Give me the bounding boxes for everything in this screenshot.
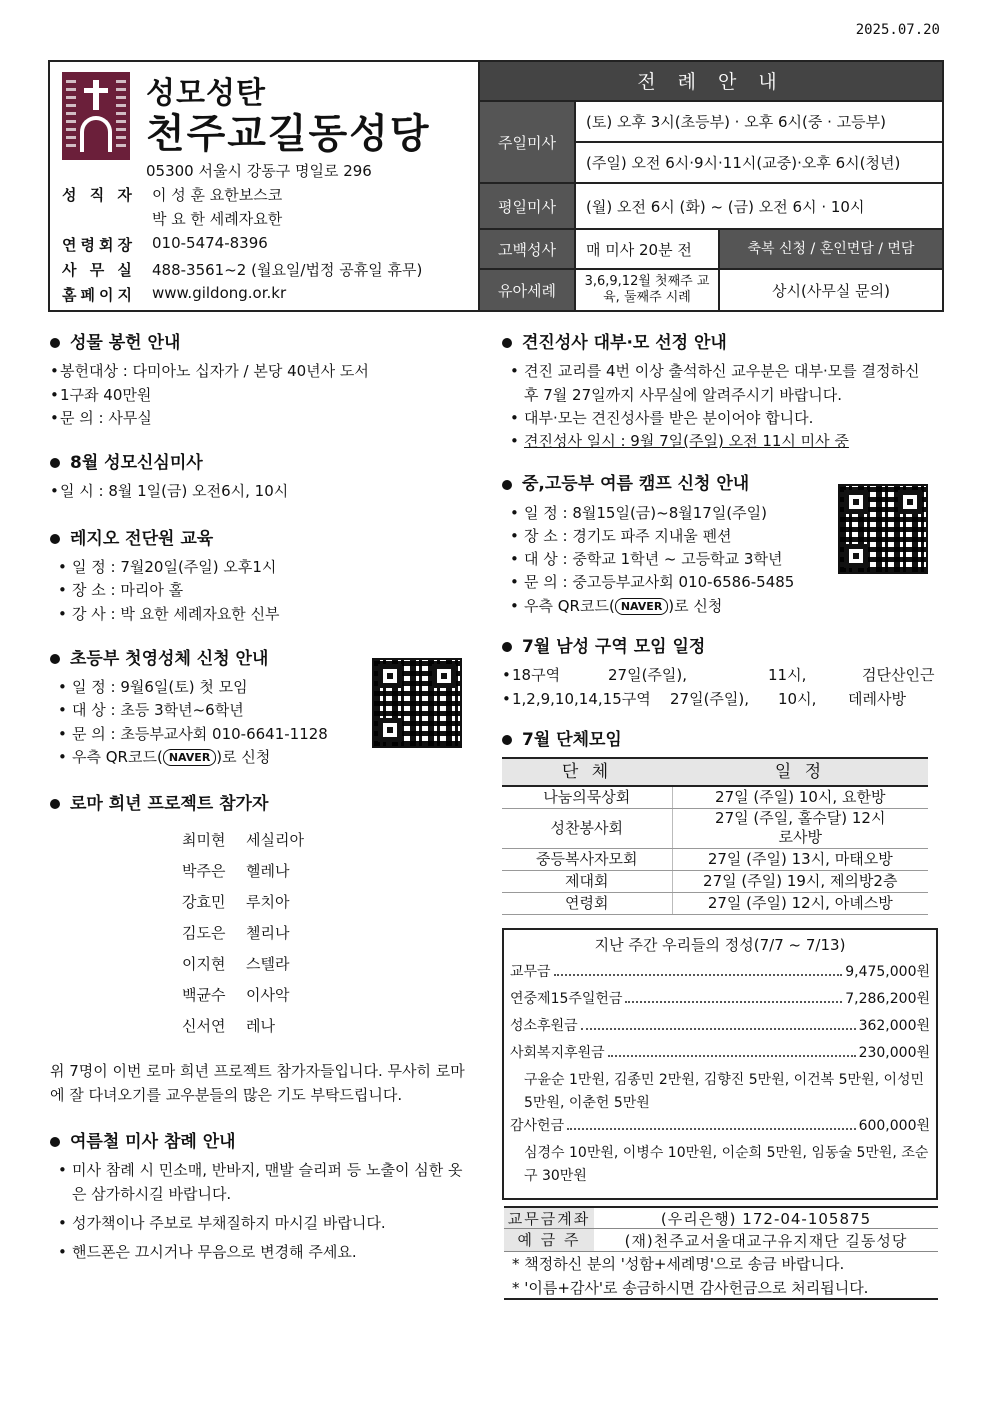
qr-code-youth-camp[interactable] (838, 484, 928, 574)
list-item: 백균수 이사악 (182, 986, 290, 1005)
list-item: 박주은 헬레나 (182, 862, 290, 881)
section-men-district: 7월 남성 구역 모임 일정 • 18구역 27일(주일), 11시, 검단산인근 • 1,2,9,10,14,15구역 27일(주일), 10시, 데레사방 (502, 634, 938, 711)
brand-line1: 성모성탄 (146, 76, 266, 111)
qr-code-first-communion[interactable] (372, 658, 462, 748)
infant-baptism-row: 유아세례 3,6,9,12월 첫째주 교육, 둘째주 시례 상시(사무실 문의) (480, 270, 942, 310)
left-column (50, 330, 480, 1264)
council-row: 연령회장 010-5474-8396 (62, 234, 268, 254)
table-row: 중등복사자모회 27일 (주일) 13시, 마태오방 (502, 848, 928, 870)
offering-row: 교무금 9,475,000원 (510, 964, 930, 980)
confession-row: 고백성사 매 미사 20분 전 축복 신청 / 혼인면담 / 면담 (480, 230, 942, 270)
homepage-link[interactable]: www.gildong.or.kr (152, 284, 287, 302)
offering-row: 성소후원금 362,000원 (510, 1018, 930, 1034)
pilgrim-note: 위 7명이 이번 로마 희년 프로젝트 참가자들입니다. 무사히 로마에 잘 다녀오기를 교우분들의 많은 기도 부탁드립니다. (50, 1062, 465, 1104)
thanks-donors: 심경수 10만원, 이병수 10만원, 이순희 5만원, 임동술 5만원, 조순구 30만원 (524, 1145, 929, 1185)
priest-row-2: 박 요 한 세례자요한 (152, 210, 283, 228)
section-legio: 레지오 전단원 교육 • 일 정 : 7월20일(주일) 오후1시 • 장 소 : 마리아 홀 • 강 사 : 박 요한 세례자요한 신부 (50, 526, 480, 626)
list-item: 강효민 루치아 (182, 893, 290, 912)
naver-logo-icon: NAVER (163, 749, 216, 766)
sunday-mass-row: 주일미사 (토) 오후 3시(초등부) · 오후 6시(중 · 고등부) (주일) 오전 6시·9시·11시(교중)·오후 6시(청년) (480, 102, 942, 184)
mass-title: 전 례 안 내 (480, 62, 942, 102)
welfare-donors: 구윤순 1만원, 김종민 2만원, 김향진 5만원, 이건복 5만원, 이성민 5만원, 이춘헌 5만원 (524, 1072, 925, 1112)
weekday-mass-row: 평일미사 (월) 오전 6시 (화) ~ (금) 오전 6시 · 10시 (480, 184, 942, 230)
parish-logo-icon (62, 72, 130, 160)
pilgrim-list (182, 829, 480, 1046)
table-row: 제대회 27일 (주일) 19시, 제의방2층 (502, 870, 928, 892)
offering-row: 사회복지후원금 230,000원 (510, 1045, 930, 1061)
account-info: 교무금계좌 (우리은행) 172-04-105875 예 금 주 (재)천주교서울대교구유지재단 길동성당 * 책정하신 분의 '성함+세례명'으로 송금 바랍니다. * '이름+감사'로 송금하시면 감사헌금으로 처리됩니다. (504, 1206, 938, 1300)
table-row: 연령회 27일 (주일) 12시, 아녜스방 (502, 892, 928, 914)
offering-summary: 지난 주간 우리들의 정성(7/7 ~ 7/13) 교무금 9,475,000원 연중제15주일헌금 7,286,200원 성소후원금 362,000원 사회복지후원금 230,000원 구윤순 1만원, 김종민 2만원, 김향진 5만원, 이건복 5만원, 이성민 5만원, 이춘헌 5만원 감사헌금 600,000원 심경수 10만원, 이병수 10만원, 이순희 5만원, 임동술 5만원, 조순구 30만원 (502, 928, 938, 1200)
section-rome-pilgrims: 로마 희년 프로젝트 참가자 최미현 세실리아 박주은 헬레나 강효민 루치아 김도은 첼리나 이지현 스텔라 백균수 이사악 신서연 레나 위 7명이 이번 로마 희년 프로젝트 참가자들입니다. 무사히 로마에 잘 다녀오기를 교우분들의 많은 기도 부탁드립니다. (50, 791, 480, 1107)
naver-logo-icon: NAVER (615, 598, 668, 615)
list-item: 김도은 첼리나 (182, 924, 290, 943)
office-row: 사 무 실 488-3561~2 (월요일/법정 공휴일 휴무) (62, 261, 423, 279)
table-row: 나눔의묵상회 27일 (주일) 10시, 요한방 (502, 786, 928, 808)
section-summer-mass: 여름철 미사 참례 안내 • 미사 참례 시 민소매, 반바지, 맨발 슬리퍼 등 노출이 심한 옷은 삼가하시길 바랍니다. • 성가책이나 주보로 부채질하지 마시길 바랍니다. • 핸드폰은 끄시거나 무음으로 변경해 주세요. (50, 1129, 480, 1264)
mass-schedule (480, 62, 942, 310)
offering-row: 연중제15주일헌금 7,286,200원 (510, 991, 930, 1007)
section-offering: 성물 봉헌 안내 • 봉헌대상 : 다미아노 십자가 / 본당 40년사 도서 • 1구좌 40만원 • 문 의 : 사무실 (50, 330, 480, 430)
list-item: 최미현 세실리아 (182, 831, 304, 850)
list-item: 이지현 스텔라 (182, 955, 290, 974)
parish-address: 05300 서울시 강동구 명일로 296 (146, 162, 372, 180)
priest-row: 성 직 자 이 성 훈 요한보스코 (62, 186, 283, 204)
brand-line2: 천주교길동성당 (146, 111, 431, 157)
section-first-communion: 초등부 첫영성체 신청 안내 • 일 정 : 9월6일(토) 첫 모임 • 대 상 : 초등 3학년~6학년 • 문 의 : 초등부교사회 010-6641-1128 • 우측 QR코드( NAVER )로 신청 (50, 646, 480, 769)
parish-info (50, 62, 480, 310)
right-column (502, 330, 938, 915)
section-confirmation: 견진성사 대부·모 선정 안내 • 견진 교리를 4번 이상 출석하신 교우분은 대부·모를 결정하신 후 7월 27일까지 사무실에 알려주시기 바랍니다. • 대부·모는 견진성사를 받은 분이어야 합니다. • 견진성사 일시 : 9월 7일(주일) 오전 11시 미사 중 (502, 330, 938, 453)
issue-date: 2025.07.20 (855, 22, 940, 38)
section-youth-camp: 중,고등부 여름 캠프 신청 안내 • 일 정 : 8월15일(금)~8월17일(주일) • 장 소 : 경기도 파주 지내울 펜션 • 대 상 : 중학교 1학년 ~ 고등학교 3학년 • 문 의 : 중고등부교사회 010-6586-5485 • 우측 QR코드( NAVER )로 신청 (502, 471, 938, 618)
table-row: 성찬봉사회 27일 (주일, 홀수달) 12시 로사방 (502, 808, 928, 848)
homepage-row: 홈페이지 www.gildong.or.kr (62, 284, 287, 304)
group-meetings-table: 단 체 일 정 나눔의묵상회 27일 (주일) 10시, 요한방 성찬봉사회 27일 (주일, 홀수달) 12시 로사방 중등복사자모회 27일 (주일) 13시, 마태오방 제대회 27일 (주일) 19시, 제의방2층 연령회 27일 (주일) 12시, 아녜스방 (502, 757, 928, 915)
offering-row: 감사헌금 600,000원 (510, 1118, 930, 1135)
section-marian-mass: 8월 성모신심미사 • 일 시 : 8월 1일(금) 오전6시, 10시 (50, 450, 480, 504)
bulletin-header (48, 60, 944, 312)
section-group-meetings: 7월 단체모임 단 체 일 정 나눔의묵상회 27일 (주일) 10시, 요한방 성찬봉사회 27일 (주일, 홀수달) 12시 로사방 중등복사자모회 27일 (주일) 13시, 마태오방 제대회 27일 (주일) 19시, 제의방2층 연령회 27일 (주일) 12시, 아녜스방 (502, 727, 938, 915)
list-item: 신서연 레나 (182, 1017, 275, 1036)
